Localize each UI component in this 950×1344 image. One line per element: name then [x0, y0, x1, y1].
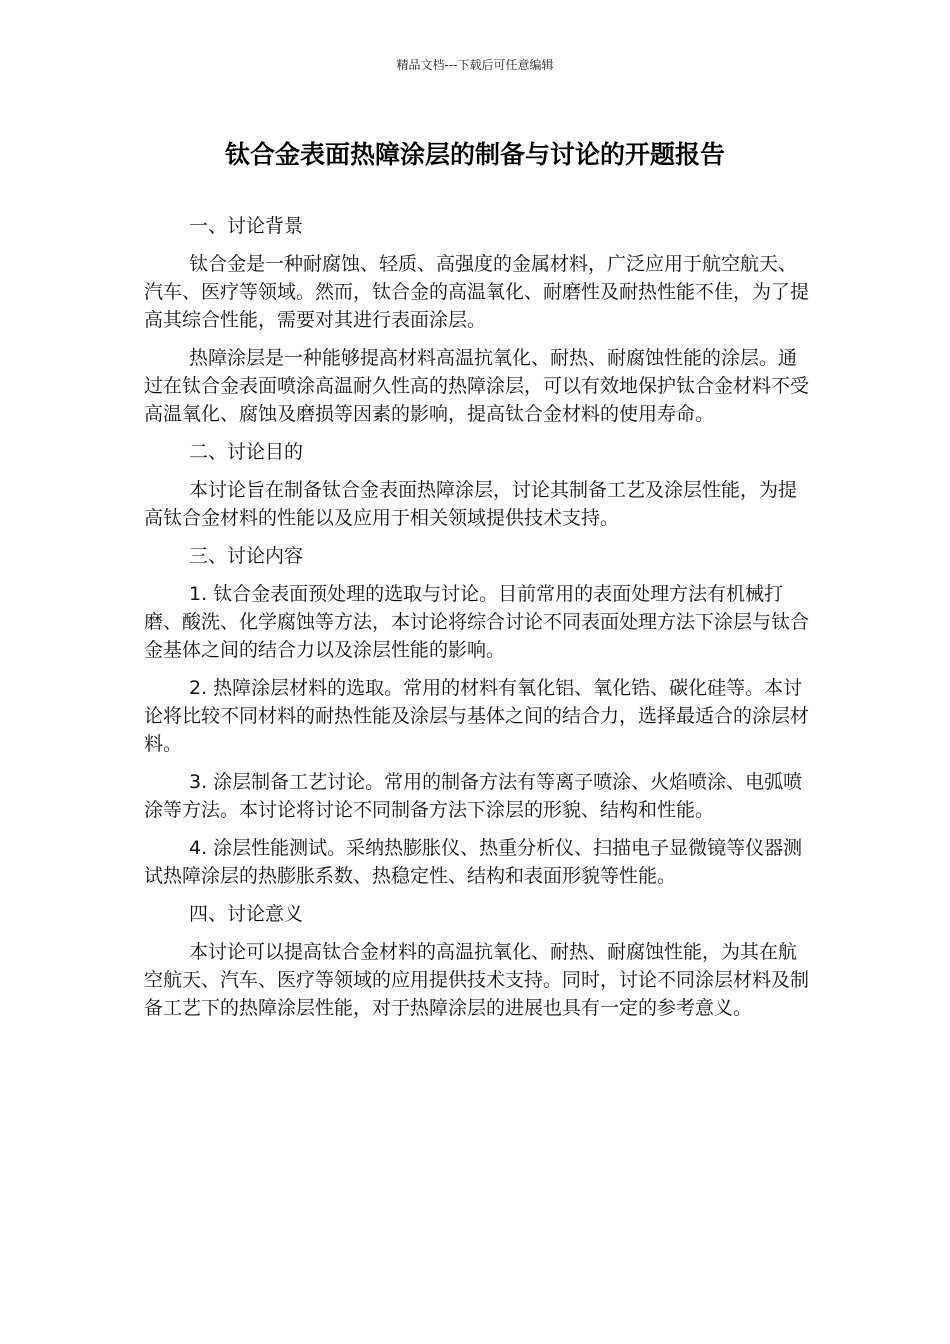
paragraph-purpose-1: 本讨论旨在制备钛合金表面热障涂层，讨论其制备工艺及涂层性能，为提高钛合金材料的性能以及应用于相关领域提供技术支持。 — [144, 479, 798, 529]
document-body — [144, 212, 809, 1032]
section-heading-background: 一、讨论背景 — [189, 215, 304, 237]
content-item-3: 3. 涂层制备工艺讨论。常用的制备方法有等离子喷涂、火焰喷涂、电弧喷涂等方法。本讨论将讨论不同制备方法下涂层的形貌、结构和性能。 — [144, 771, 803, 821]
paragraph-significance-1: 本讨论可以提高钛合金材料的高温抗氧化、耐热、耐腐蚀性能，为其在航空航天、汽车、医疗等领域的应用提供技术支持。同时，讨论不同涂层材料及制备工艺下的热障涂层性能，对于热障涂层的进展也具有一定的参考意义。 — [144, 941, 810, 1019]
section-heading-purpose: 二、讨论目的 — [189, 441, 304, 463]
content-item-1: 1. 钛合金表面预处理的选取与讨论。目前常用的表面处理方法有机械打磨、酸洗、化学腐蚀等方法，本讨论将综合讨论不同表面处理方法下涂层与钛合金基体之间的结合力以及涂层性能的影响。 — [144, 583, 810, 661]
header-note: 精品文档---下载后可任意编辑 — [396, 58, 554, 72]
paragraph-background-2: 热障涂层是一种能够提高材料高温抗氧化、耐热、耐腐蚀性能的涂层。通过在钛合金表面喷涂高温耐久性高的热障涂层，可以有效地保护钛合金材料不受高温氧化、腐蚀及磨损等因素的影响，提高钛合金材料的使用寿命。 — [144, 347, 810, 425]
section-heading-contents: 三、讨论内容 — [189, 545, 304, 567]
content-item-4: 4. 涂层性能测试。采纳热膨胀仪、热重分析仪、扫描电子显微镜等仪器测试热障涂层的热膨胀系数、热稳定性、结构和表面形貌等性能。 — [144, 837, 803, 887]
content-item-2: 2. 热障涂层材料的选取。常用的材料有氧化铝、氧化锆、碳化硅等。本讨论将比较不同材料的耐热性能及涂层与基体之间的结合力，选择最适合的涂层材料。 — [144, 677, 810, 755]
document-title: 钛合金表面热障涂层的制备与讨论的开题报告 — [224, 140, 725, 169]
section-heading-significance: 四、讨论意义 — [189, 903, 304, 925]
paragraph-background-1: 钛合金是一种耐腐蚀、轻质、高强度的金属材料，广泛应用于航空航天、汽车、医疗等领域。然而，钛合金的高温氧化、耐磨性及耐热性能不佳，为了提高其综合性能，需要对其进行表面涂层。 — [144, 253, 810, 331]
